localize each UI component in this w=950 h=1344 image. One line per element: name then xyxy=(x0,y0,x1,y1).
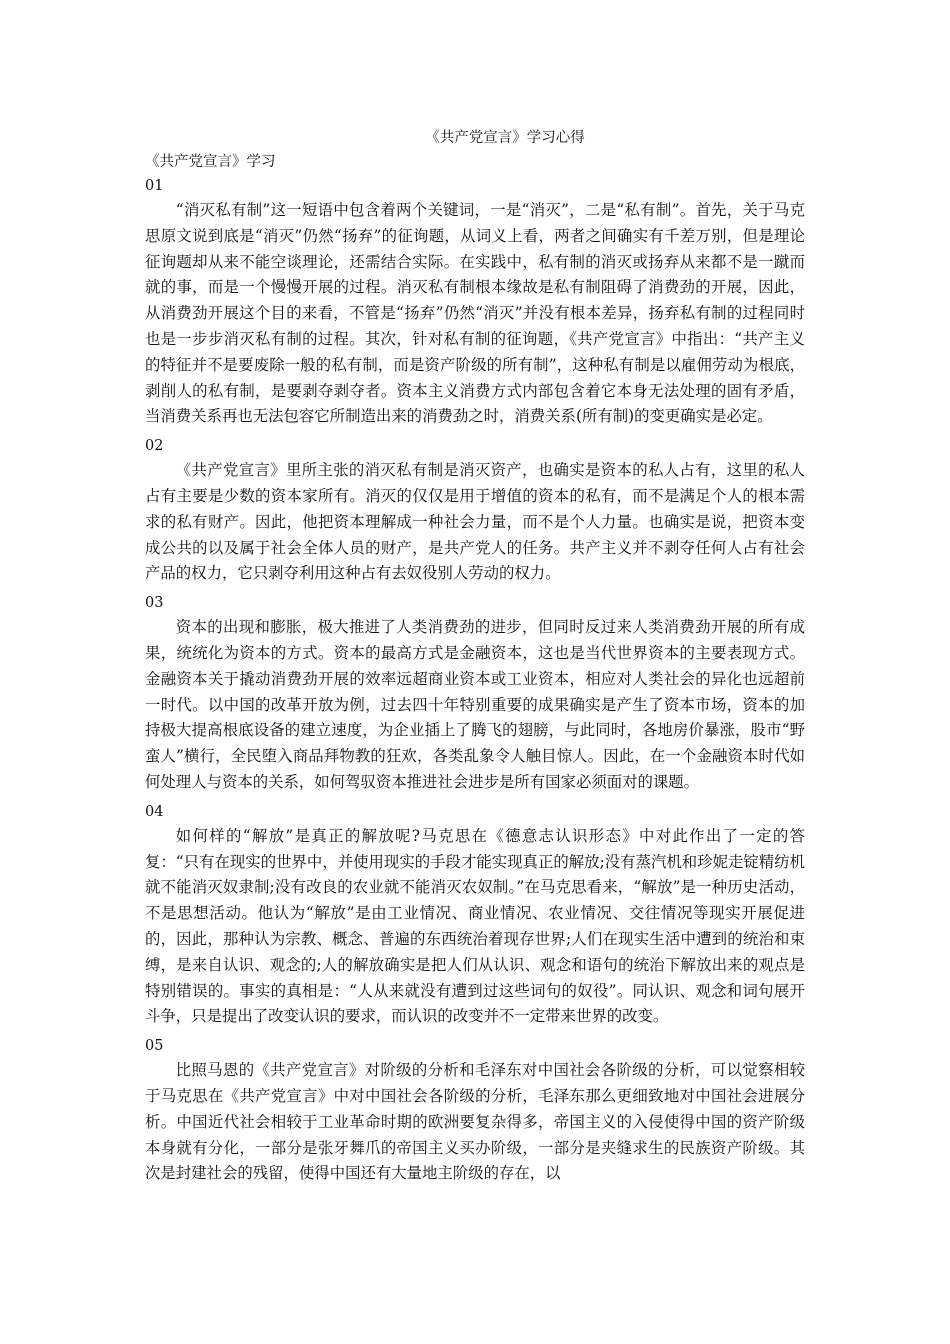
section-paragraph: 比照马恩的《共产党宣言》对阶级的分析和毛泽东对中国社会各阶级的分析，可以觉察相较于马克思在《共产党宣言》中对中国社会各阶级的分析，毛泽东那么更细致地对中国社会进展分析。中国近代社会相较于工业革命时期的欧洲要复杂得多，帝国主义的入侵使得中国的资产阶级本身就有分化，一部分是张牙舞爪的帝国主义买办阶级，一部分是夹缝求生的民族资产阶级。其次是封建社会的残留，使得中国还有大量地主阶级的存在，以 xyxy=(145,1061,805,1183)
section-04 xyxy=(145,800,805,1030)
section-paragraph: 资本的出现和膨胀，极大推进了人类消费劲的进步，但同时反过来人类消费劲开展的所有成果，统统化为资本的方式。资本的最高方式是金融资本，这也是当代世界资本的主要表现方式。金融资本关于撬动消费劲开展的效率远超商业资本或工业资本，相应对人类社会的异化也远超前一时代。以中国的改革开放为例，过去四十年特别重要的成果确实是产生了资本市场，资本的加持极大提高根底设备的建立速度，为企业插上了腾飞的翅膀，与此同时，各地房价暴涨，股市“野蛮人”横行，全民堕入商品拜物教的狂欢，各类乱象令人触目惊人。因此，在一个金融资本时代如何处理人与资本的关系，如何驾驭资本推进社会进步是所有国家必须面对的课题。 xyxy=(145,618,805,791)
section-number: 05 xyxy=(145,1038,164,1055)
section-paragraph: “消灭私有制”这一短语中包含着两个关键词，一是“消灭”，二是“私有制”。首先，关于马克思原文说到底是“消灭”仍然“扬弃”的征询题，从词义上看，两者之间确实有千差万别，但是理论征询题却从来不能空谈理论，还需结合实际。在实践中，私有制的消灭或扬弃从来都不是一蹴而就的事，而是一个慢慢开展的过程。消灭私有制根本缘故是私有制阻碍了消费劲的开展，因此，从消费劲开展这个目的来看，不管是“扬弃”仍然“消灭”并没有根本差异，扬弃私有制的过程同时也是一步步消灭私有制的过程。其次，针对私有制的征询题，《共产党宣言》中指出：“共产主义的特征并不是要废除一般的私有制，而是资产阶级的所有制”，这种私有制是以雇佣劳动为根底，剥削人的私有制，是要剥夺剥夺者。资本主义消费方式内部包含着它本身无法处理的固有矛盾，当消费关系再也无法包容它所制造出来的消费劲之时，消费关系(所有制)的变更确实是必定。 xyxy=(145,201,805,426)
document-subtitle: 《共产党宣言》学习 xyxy=(145,154,276,170)
section-number: 02 xyxy=(145,438,164,455)
section-number: 04 xyxy=(145,803,164,820)
section-01 xyxy=(145,174,805,430)
section-number: 01 xyxy=(145,178,164,194)
section-number: 03 xyxy=(145,595,164,612)
section-02 xyxy=(145,434,805,587)
section-paragraph: 《共产党宣言》里所主张的消灭私有制是消灭资产，也确实是资本的私人占有，这里的私人占有主要是少数的资本家所有。消灭的仅仅是用于增值的资本的私有，而不是满足个人的根本需求的私有财产。因此，他把资本理解成一种社会力量，而不是个人力量。也确实是说，把资本变成公共的以及属于社会全体人员的财产，是共产党人的任务。共产主义并不剥夺任何人占有社会产品的权力，它只剥夺利用这种占有去奴役别人劳动的权力。 xyxy=(145,461,805,583)
section-03 xyxy=(145,591,805,796)
section-05 xyxy=(145,1034,805,1187)
section-paragraph: 如何样的“解放”是真正的解放呢?马克思在《德意志认识形态》中对此作出了一定的答复：“只有在现实的世界中，并使用现实的手段才能实现真正的解放;没有蒸汽机和珍妮走锭精纺机就不能消灭奴隶制;没有改良的农业就不能消灭农奴制。”在马克思看来，“解放”是一种历史活动，不是思想活动。他认为“解放”是由工业情况、商业情况、农业情况、交往情况等现实开展促进的，因此，那种认为宗教、概念、普遍的东西统治着现存世界;人们在现实生活中遭到的统治和束缚，是来自认识、观念的;人的解放确实是把人们从认识、观念和语句的统治下解放出来的观点是特别错误的。事实的真相是：“人从来就没有遭到过这些词句的奴役”。同认识、观念和词句展开斗争，只是提出了改变认识的要求，而认识的改变并不一定带来世界的改变。 xyxy=(145,826,805,1026)
document-page xyxy=(145,126,805,1191)
document-title: 《共产党宣言》学习心得 xyxy=(425,130,585,146)
